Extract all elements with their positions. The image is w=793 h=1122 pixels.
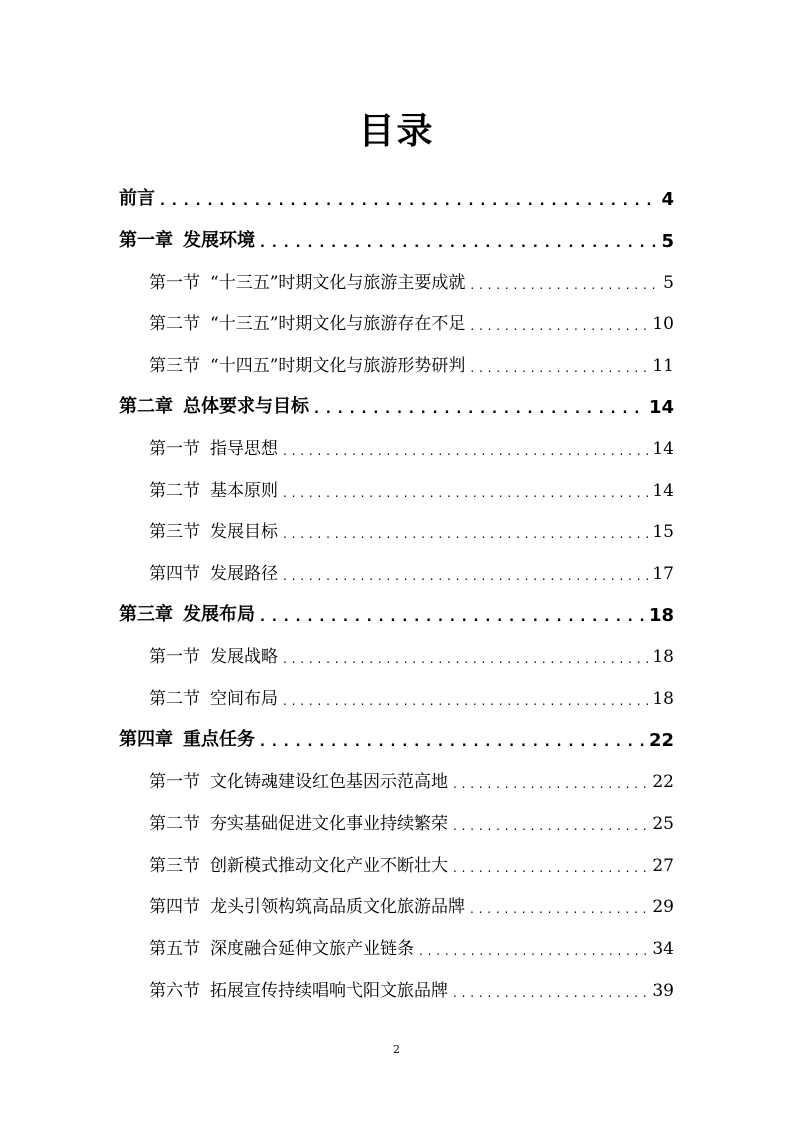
dot-leader	[470, 314, 648, 334]
toc-entry-title	[149, 517, 278, 542]
toc-page-number: 18	[652, 647, 674, 667]
dot-leader	[470, 897, 648, 917]
dot-leader	[283, 481, 648, 501]
dot-leader	[470, 356, 648, 376]
toc-entry-label: 前言	[119, 188, 155, 209]
toc-entry-heading: 重点任务	[183, 729, 255, 750]
toc-section-entry[interactable]	[149, 554, 674, 584]
dot-leader	[283, 564, 648, 584]
toc-page-number: 17	[652, 564, 674, 584]
toc-entry-label: 第二节	[149, 481, 200, 501]
toc-entry-heading: 创新模式推动文化产业不断壮大	[210, 856, 448, 876]
dot-leader	[453, 772, 648, 792]
toc-page-number: 18	[648, 605, 674, 626]
toc-entry-label: 第四节	[149, 564, 200, 584]
toc-page-number: 14	[652, 439, 674, 459]
toc-section-entry[interactable]	[149, 471, 674, 501]
toc-section-entry[interactable]	[149, 804, 674, 834]
toc-entry-label: 第一节	[149, 273, 200, 293]
toc-entry-label: 第二节	[149, 814, 200, 834]
dot-leader	[160, 190, 657, 210]
dot-leader	[453, 814, 648, 834]
toc-entry-heading: 空间布局	[210, 689, 278, 709]
dot-leader	[283, 439, 648, 459]
toc-entry-heading: 发展布局	[183, 604, 255, 625]
toc-entry-label: 第三节	[149, 522, 200, 542]
toc-section-entry[interactable]	[149, 263, 674, 293]
toc-page-number: 18	[652, 689, 674, 709]
dot-leader	[453, 981, 648, 1001]
toc-entry-heading: 拓展宣传持续唱响弋阳文旅品牌	[210, 981, 448, 1001]
toc-entry-title	[119, 184, 155, 210]
toc-page-number: 27	[652, 856, 674, 876]
toc-chapter-entry[interactable]	[119, 721, 674, 751]
page-title: 目录	[358, 111, 435, 152]
toc-page-number: 25	[652, 814, 674, 834]
toc-section-entry[interactable]	[149, 304, 674, 334]
toc-entry-heading: 发展路径	[210, 564, 278, 584]
toc-section-entry[interactable]	[149, 971, 674, 1001]
toc-entry-title	[149, 476, 278, 501]
toc-entry-heading: 深度融合延伸文旅产业链条	[210, 939, 414, 959]
dot-leader	[419, 939, 648, 959]
toc-entry-title	[149, 309, 465, 334]
toc-entry-label: 第二章	[119, 396, 173, 417]
toc-page-number: 22	[652, 772, 674, 792]
toc-page-number: 14	[652, 481, 674, 501]
toc-entry-title	[149, 976, 448, 1001]
toc-entry-label: 第六节	[149, 981, 200, 1001]
toc-section-entry[interactable]	[149, 846, 674, 876]
toc-entry-heading: “十三五”时期文化与旅游主要成就	[210, 273, 466, 293]
toc-entry-heading: “十三五”时期文化与旅游存在不足	[210, 314, 466, 334]
toc-entry-heading: 发展环境	[183, 230, 255, 251]
toc-entry-title	[149, 934, 414, 959]
toc-page-number: 15	[652, 522, 674, 542]
toc-section-entry[interactable]	[149, 887, 674, 917]
toc-section-entry[interactable]	[149, 512, 674, 542]
toc-entry-label: 第四章	[119, 729, 173, 750]
dot-leader	[314, 398, 645, 418]
toc-chapter-entry[interactable]	[119, 222, 674, 252]
toc-entry-title	[149, 767, 448, 792]
toc-section-entry[interactable]	[149, 762, 674, 792]
toc-section-entry[interactable]	[149, 929, 674, 959]
toc-page-number: 34	[652, 939, 674, 959]
dot-leader	[260, 606, 645, 626]
toc-entry-heading: “十四五”时期文化与旅游形势研判	[210, 356, 466, 376]
toc-entry-heading: 发展目标	[210, 522, 278, 542]
dot-leader	[260, 232, 657, 252]
toc-page-number: 4	[661, 189, 674, 210]
dot-leader	[283, 522, 648, 542]
dot-leader	[470, 273, 659, 293]
toc-entry-label: 第三节	[149, 856, 200, 876]
dot-leader	[453, 856, 648, 876]
toc-entry-title	[149, 809, 448, 834]
toc-section-entry[interactable]	[149, 637, 674, 667]
toc-entry-label: 第三章	[119, 604, 173, 625]
toc-page-number: 14	[648, 397, 674, 418]
toc-page-number: 29	[652, 897, 674, 917]
toc-entry-label: 第五节	[149, 939, 200, 959]
toc-page-number: 5	[663, 273, 674, 293]
toc-page-number: 5	[661, 231, 674, 252]
toc-entry-label: 第三节	[149, 356, 200, 376]
toc-entry-label: 第一节	[149, 647, 200, 667]
toc-entry-label: 第二节	[149, 689, 200, 709]
toc-entry-heading: 龙头引领构筑高品质文化旅游品牌	[210, 897, 465, 917]
toc-entry-title	[119, 226, 255, 252]
toc-entry-label: 第一章	[119, 230, 173, 251]
toc-page-number: 39	[652, 981, 674, 1001]
toc-entry-title	[119, 725, 255, 751]
toc-entry-title	[119, 600, 255, 626]
toc-entry-title	[149, 268, 465, 293]
toc-entry-title	[149, 684, 278, 709]
toc-section-entry[interactable]	[149, 346, 674, 376]
toc-chapter-entry[interactable]	[119, 180, 674, 210]
toc-entry-title	[149, 642, 278, 667]
toc-entry-title	[149, 851, 448, 876]
toc-section-entry[interactable]	[149, 429, 674, 459]
toc-entry-heading: 文化铸魂建设红色基因示范高地	[210, 772, 448, 792]
toc-entry-title	[149, 434, 278, 459]
dot-leader	[283, 689, 648, 709]
toc-page-number: 22	[648, 730, 674, 751]
toc-entry-label: 第四节	[149, 897, 200, 917]
toc-entry-title	[119, 392, 309, 418]
toc-entry-heading: 夯实基础促进文化事业持续繁荣	[210, 814, 448, 834]
toc-entry-title	[149, 351, 465, 376]
toc-entry-label: 第一节	[149, 772, 200, 792]
toc-entry-label: 第一节	[149, 439, 200, 459]
toc-chapter-entry[interactable]	[119, 596, 674, 626]
toc-entry-title	[149, 559, 278, 584]
dot-leader	[260, 731, 645, 751]
toc-entry-title	[149, 892, 465, 917]
toc-chapter-entry[interactable]	[119, 388, 674, 418]
toc-page-number: 10	[652, 314, 674, 334]
toc-section-entry[interactable]	[149, 679, 674, 709]
dot-leader	[283, 647, 648, 667]
toc-page-number: 11	[652, 356, 674, 376]
toc-entry-label: 第二节	[149, 314, 200, 334]
toc-entry-heading: 基本原则	[210, 481, 278, 501]
toc-entry-heading: 总体要求与目标	[183, 396, 309, 417]
page-number: 2	[393, 1043, 400, 1056]
toc-entry-heading: 指导思想	[210, 439, 278, 459]
toc-entry-heading: 发展战略	[210, 647, 278, 667]
